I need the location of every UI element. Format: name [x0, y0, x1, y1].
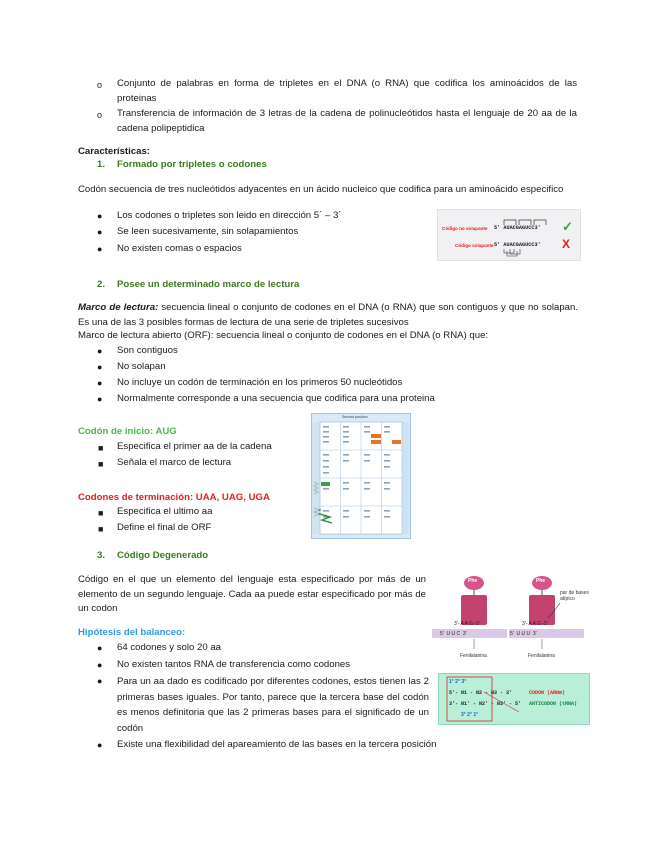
- anticodon-line: 3'- N1' - N2' - N3' - 5': [449, 701, 522, 707]
- anticodon: 3'- A A G -5': [454, 621, 480, 627]
- section-title: Posee un determinado marco de lectura: [117, 279, 300, 290]
- list-bullet: ●: [97, 378, 103, 388]
- position-labels: 3° 2° 1°: [461, 712, 479, 718]
- list-bullet: ●: [97, 211, 103, 221]
- paragraph: [78, 301, 578, 330]
- wobble-figure: [438, 673, 590, 725]
- list-bullet: ●: [97, 244, 103, 254]
- cross-icon: X: [562, 237, 571, 251]
- list-item: Son contiguos: [117, 345, 178, 356]
- list-bullet: o: [97, 80, 103, 90]
- list-item: No existen tantos RNA de transferencia como codones: [117, 659, 351, 670]
- trna-figure: [432, 573, 592, 665]
- section-number: 1.: [97, 159, 106, 170]
- genetic-code-table: [311, 413, 411, 539]
- aa-label: Phe: [536, 578, 546, 584]
- paragraph: Marco de lectura abierto (ORF): secuencia lineal o conjunto de codones en el DNA (o RNA) que:: [78, 330, 489, 341]
- list-bullet: ●: [97, 643, 103, 653]
- figure-sequence: 5' AUACGAGUCC3': [494, 242, 541, 248]
- list-bullet: ●: [97, 676, 103, 686]
- list-item: 64 codones y solo 20 aa: [117, 642, 222, 653]
- list-item: Se leen sucesivamente, sin solapamientos: [117, 226, 299, 237]
- aa-name: Fenilalanina: [460, 653, 487, 659]
- list-bullet: ●: [97, 660, 103, 670]
- overlap-figure: [437, 209, 581, 261]
- bracket-marks: [502, 218, 562, 226]
- list-bullet: ■: [98, 459, 104, 469]
- list-bullet: ■: [98, 443, 104, 453]
- list-bullet: ●: [97, 394, 103, 404]
- annotation: par de bases atípico: [560, 590, 589, 602]
- table-header: Second position: [342, 415, 368, 419]
- figure-label: Código no solapante: [442, 226, 488, 231]
- section-title: Formado por tripletes o codones: [117, 159, 267, 170]
- section-number: 2.: [97, 279, 106, 290]
- list-item: Existe una flexibilidad del apareamiento de las bases en la tercera posición: [117, 739, 437, 750]
- term: Marco de lectura:: [78, 302, 159, 313]
- section-number: 3.: [97, 550, 106, 561]
- definition: secuencia lineal o conjunto de codones en el DNA (o RNA) que son contiguos y que no solapan. Es una de las 3 posibles formas de lectura de una serie de tripletes sucesivos: [78, 302, 578, 328]
- codon-label: CODON (ARNm): [529, 690, 566, 696]
- paragraph: Código en el que un elemento del lenguaje esta especificado por más de un elemento de un segundo lenguaje. Cada aa puede estar especificado por más de un codon: [78, 574, 426, 614]
- list-item: Especifica el primer aa de la cadena: [117, 441, 272, 452]
- section-title: Código Degenerado: [117, 550, 209, 561]
- list-bullet: ●: [97, 346, 103, 356]
- list-item: Transferencia de información de 3 letras de la cadena de polinucleótidos hasta el lenguaje de 20 aa de la cadena polipeptidica: [117, 108, 577, 134]
- list-bullet: ●: [97, 227, 103, 237]
- list-item: No existen comas o espacios: [117, 243, 242, 254]
- hypothesis-title: Hipótesis del balanceo:: [78, 627, 186, 638]
- list-item: Define el final de ORF: [117, 522, 212, 533]
- list-item: Señala el marco de lectura: [117, 457, 232, 468]
- start-codon-title: Codón de inicio: AUG: [78, 426, 177, 437]
- list-item: Los codones o tripletes son leido en dirección 5´ – 3´: [117, 210, 342, 221]
- paragraph: Codón secuencia de tres nucleótidos adyacentes en un ácido nucleico que codifica para un aminoácido especifico: [78, 184, 564, 195]
- list-bullet: ●: [97, 740, 103, 750]
- list-bullet: ●: [97, 362, 103, 372]
- figure-sequence: 5' AUACGAGUCC3': [494, 225, 541, 231]
- list-item: No solapan: [117, 361, 166, 372]
- section-heading: Características:: [78, 146, 150, 157]
- list-item: Especifica el ultimo aa: [117, 506, 213, 517]
- check-icon: ✓: [562, 219, 573, 234]
- list-item: No incluye un codón de terminación en los primeros 50 nucleótidos: [117, 377, 403, 388]
- stop-codon-title: Codones de terminación: UAA, UAG, UGA: [78, 492, 270, 503]
- list-item: Normalmente corresponde a una secuencia que codifica para una proteina: [117, 393, 435, 404]
- anticodon-label: ANTICODON (tRNA): [529, 701, 578, 707]
- codon: 5' U U U 3': [510, 631, 537, 637]
- aa-name: Fenilalanina: [528, 653, 555, 659]
- codon: 5' U U C 3': [440, 631, 467, 637]
- position-labels: 1° 2° 3°: [449, 679, 467, 685]
- list-bullet: ■: [98, 508, 104, 518]
- anticodon: 3'- A A G -5': [522, 621, 548, 627]
- list-item: Para un aa dado es codificado por diferentes codones, estos tienen las 2 primeras bases iguales. Por tanto, parece que la tercera base del codón es menos definitoria que las 2 primeras bases para el significado de un codón: [117, 676, 429, 734]
- trna-diagram: [432, 573, 592, 665]
- list-item: Conjunto de palabras en forma de tripletes en el DNA (o RNA) que codifica los aminoácidos de las proteinas: [117, 78, 577, 104]
- codon-grid: [312, 420, 410, 538]
- list-bullet: o: [97, 110, 103, 120]
- figure-label: Código solapante: [455, 243, 494, 248]
- bracket-marks: [502, 248, 562, 258]
- aa-label: Phe: [468, 578, 478, 584]
- codon-line: 5'- N1 - N2 - N3 - 3': [449, 690, 513, 696]
- list-bullet: ■: [98, 524, 104, 534]
